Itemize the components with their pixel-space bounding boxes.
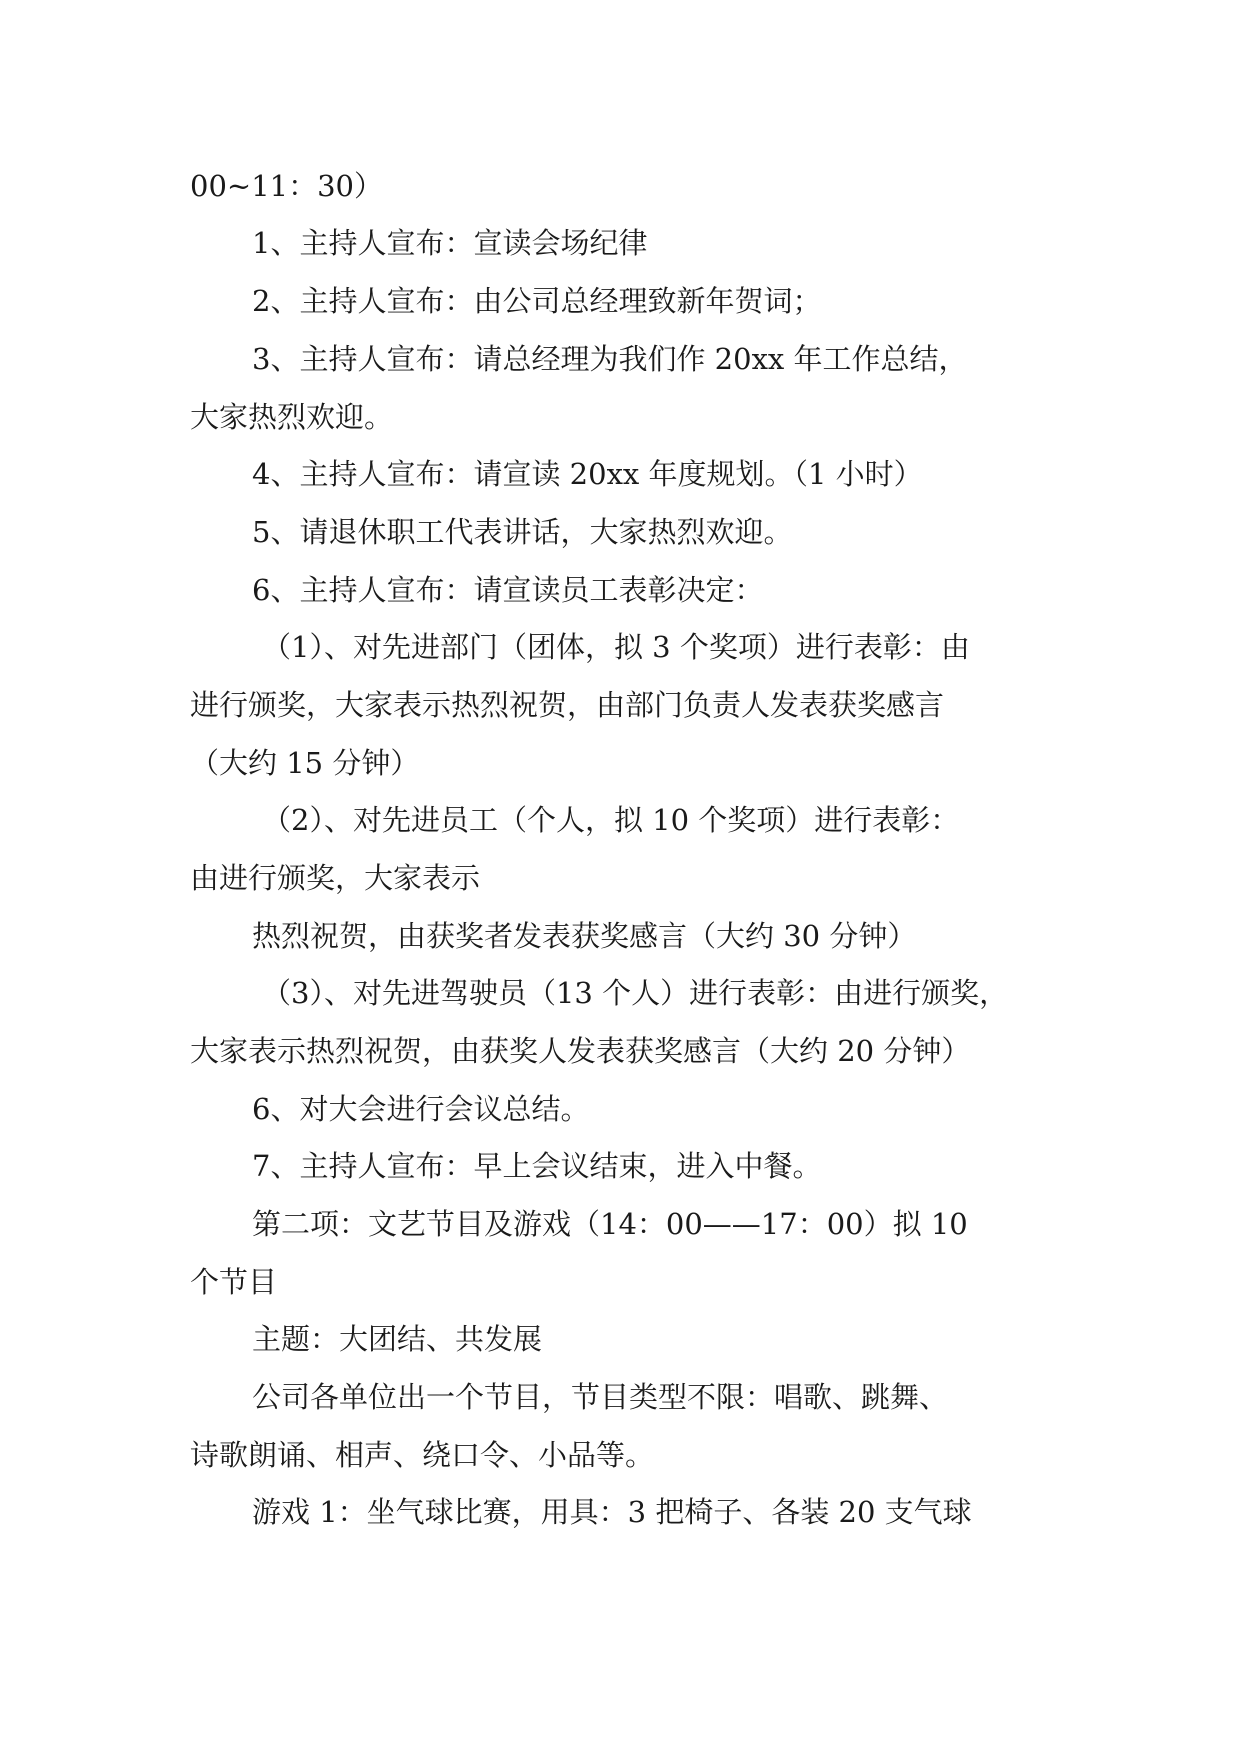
text-line: 公司各单位出一个节目，节目类型不限：唱歌、跳舞、	[252, 1380, 949, 1414]
text-line: 主题：大团结、共发展	[252, 1322, 543, 1356]
text-line: 5、请退休职工代表讲话，大家热烈欢迎。	[252, 515, 793, 549]
text-line: 个节目	[190, 1265, 278, 1299]
text-line: （3）、对先进驾驶员（13 个人）进行表彰：由进行颁奖，	[262, 976, 1009, 1010]
text-line: 00~11：30）	[190, 169, 384, 203]
text-line: 热烈祝贺，由获奖者发表获奖感言（大约 30 分钟）	[252, 919, 917, 953]
text-line: 由进行颁奖，大家表示	[190, 861, 481, 895]
text-line: 6、主持人宣布：请宣读员工表彰决定：	[252, 573, 764, 607]
text-line: （大约 15 分钟）	[190, 746, 420, 780]
text-line: （2）、对先进员工（个人，拟 10 个奖项）进行表彰：	[262, 803, 960, 837]
text-line: 大家表示热烈祝贺，由获奖人发表获奖感言（大约 20 分钟）	[190, 1034, 971, 1068]
text-line: （1）、对先进部门（团体，拟 3 个奖项）进行表彰：由	[262, 630, 970, 664]
text-line: 7、主持人宣布：早上会议结束，进入中餐。	[252, 1149, 822, 1183]
text-line: 进行颁奖，大家表示热烈祝贺，由部门负责人发表获奖感言	[190, 688, 945, 722]
text-line: 1、主持人宣布：宣读会场纪律	[252, 226, 648, 260]
text-line: 3、主持人宣布：请总经理为我们作 20xx 年工作总结，	[252, 342, 968, 376]
text-line: 4、主持人宣布：请宣读 20xx 年度规划。（1 小时）	[252, 457, 923, 491]
text-line: 2、主持人宣布：由公司总经理致新年贺词；	[252, 284, 822, 318]
text-line: 大家热烈欢迎。	[190, 400, 394, 434]
text-line: 诗歌朗诵、相声、绕口令、小品等。	[190, 1438, 655, 1472]
text-line: 游戏 1：坐气球比赛，用具：3 把椅子、各装 20 支气球	[252, 1495, 972, 1529]
text-line: 6、对大会进行会议总结。	[252, 1092, 590, 1126]
text-line: 第二项：文艺节目及游戏（14：00——17：00）拟 10	[252, 1207, 968, 1241]
